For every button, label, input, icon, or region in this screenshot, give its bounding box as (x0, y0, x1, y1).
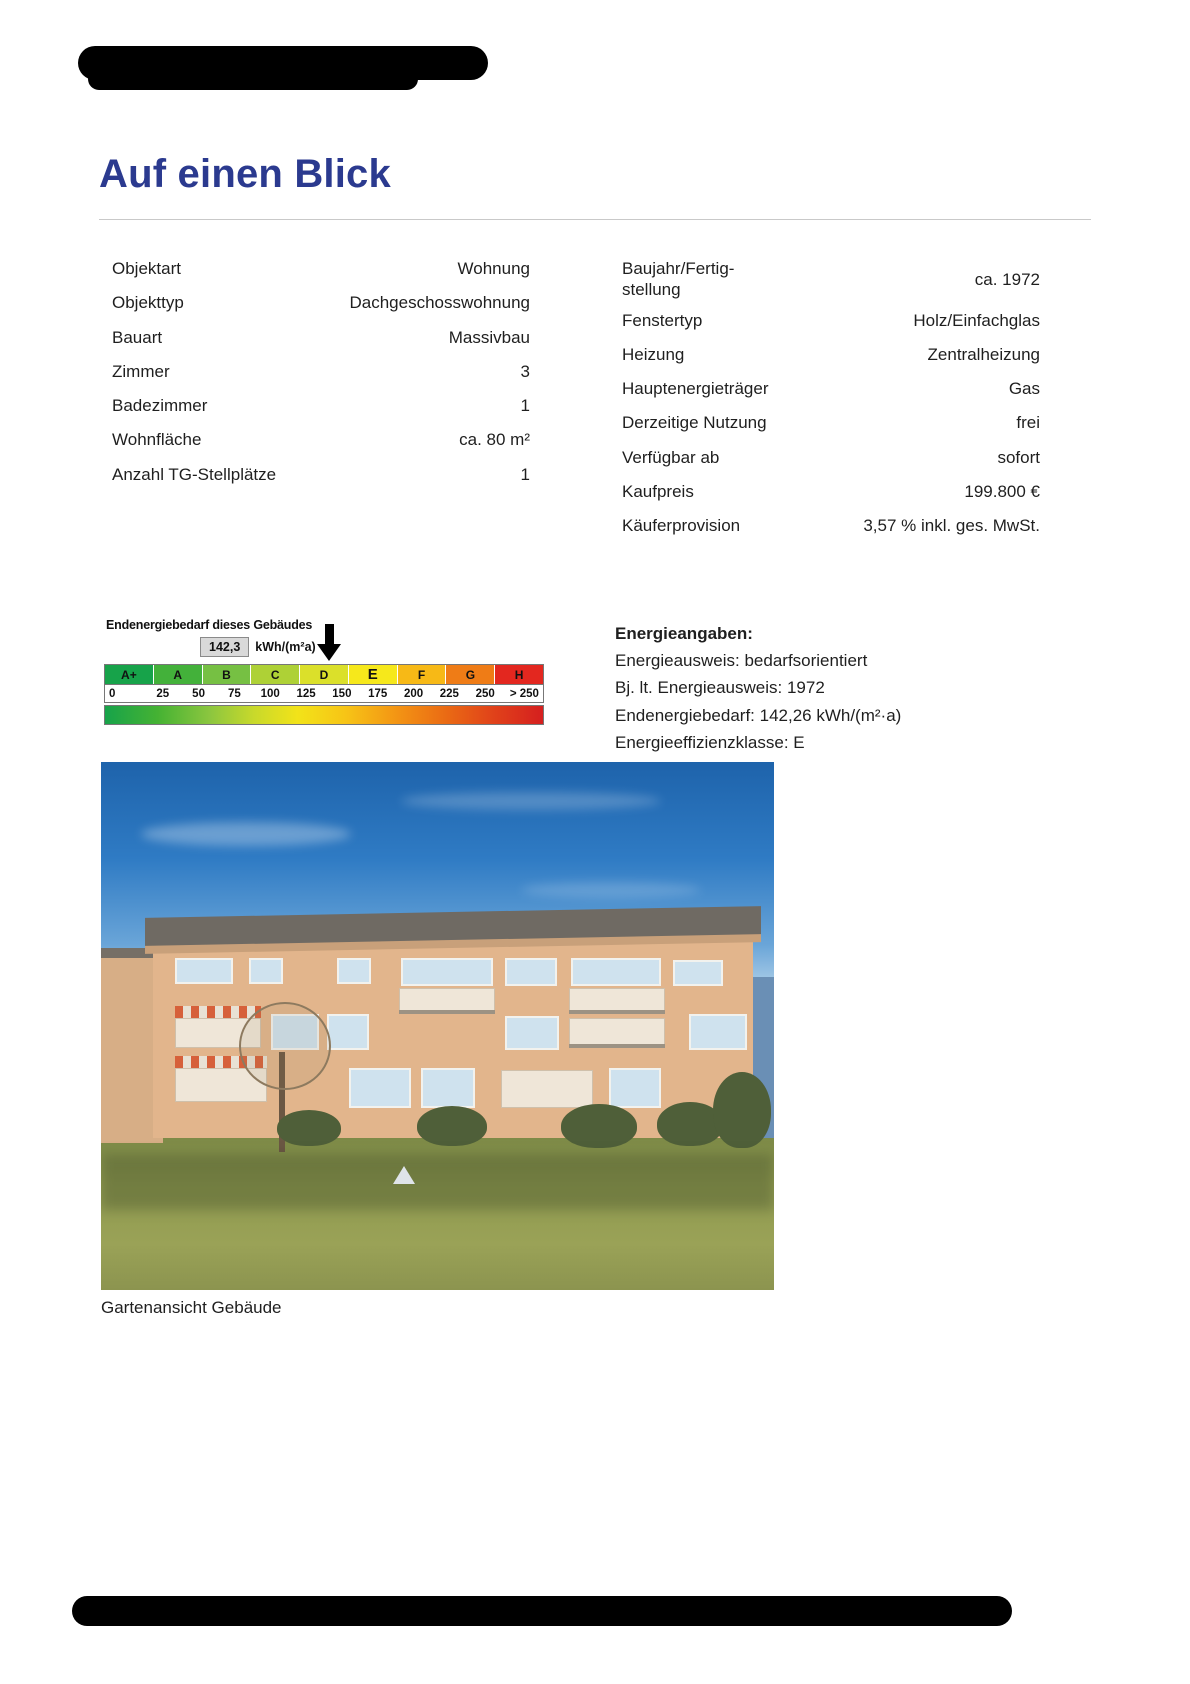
fact-value: Dachgeschosswohnung (349, 293, 530, 313)
energy-tick: 75 (228, 687, 241, 700)
energy-info-line: Energieeffizienzklasse: E (615, 732, 805, 752)
photo-balcony-rail (569, 1010, 665, 1014)
table-row (622, 481, 1040, 515)
energy-tick: 150 (332, 687, 352, 700)
energy-class-cell: F (398, 665, 447, 684)
table-row (622, 412, 1040, 446)
table-row (622, 447, 1040, 481)
page-title: Auf einen Blick (99, 152, 391, 196)
energy-value-box: 142,3 (200, 637, 249, 657)
fact-label: Hauptenergieträger (622, 379, 769, 398)
fact-value: Gas (1008, 379, 1040, 398)
table-row (112, 361, 530, 395)
energy-gradient-bar (104, 705, 544, 725)
photo-bush (713, 1072, 771, 1148)
fact-label: Heizung (622, 344, 685, 364)
fact-label: Fenstertyp (622, 310, 703, 330)
fact-label: Derzeitige Nutzung (622, 413, 767, 433)
energy-scale-ticks (104, 685, 544, 703)
energy-class-bar (104, 664, 544, 685)
energy-tick: 225 (439, 687, 459, 700)
energy-info-block (615, 620, 901, 756)
energy-tick: 125 (296, 687, 316, 700)
fact-label: Objektart (112, 259, 181, 278)
energy-tick: 175 (368, 687, 388, 700)
energy-class-cell: A+ (105, 665, 154, 684)
energy-value-row (200, 636, 544, 658)
photo-window (175, 958, 233, 984)
energy-class-cell: B (203, 665, 252, 684)
fact-label-line1: Baujahr/Fertig- (622, 259, 735, 278)
energy-info-line: Energieausweis: bedarfsorientiert (615, 651, 868, 671)
fact-label: Verfügbar ab (622, 447, 720, 467)
energy-tick: > 250 (509, 687, 539, 700)
table-row (112, 395, 530, 429)
fact-label: Bauart (112, 327, 163, 347)
photo-window (327, 1014, 369, 1050)
fact-label: Badezimmer (112, 396, 208, 415)
table-row (622, 515, 1040, 549)
photo-window (249, 958, 283, 984)
energy-tick: 50 (192, 687, 205, 700)
photo-window (689, 1014, 747, 1050)
energy-efficiency-scale (104, 618, 544, 725)
energy-tick: 25 (156, 687, 170, 700)
photo-terrace (501, 1070, 593, 1108)
fact-label: Kaufpreis (622, 481, 694, 501)
photo-cloud (141, 822, 351, 846)
energy-class-cell: D (300, 665, 349, 684)
fact-value: 3,57 % inkl. ges. MwSt. (863, 516, 1040, 535)
fact-label: Anzahl TG-Stellplätze (112, 464, 277, 484)
photo-window (401, 958, 493, 986)
energy-tick: 100 (260, 687, 280, 700)
fact-value: 199.800 € (964, 481, 1040, 501)
redaction-bar-top-tail (88, 68, 418, 90)
photo-shadow (101, 1154, 774, 1210)
fact-value: Massivbau (448, 327, 530, 347)
fact-label: Käuferprovision (622, 516, 741, 535)
table-row (622, 258, 1040, 310)
energy-scale-caption: Endenergiebedarf dieses Gebäudes (106, 618, 313, 632)
photo-window (505, 958, 557, 986)
energy-value-unit: kWh/(m²a) (255, 640, 316, 654)
title-divider (99, 219, 1091, 220)
table-row (622, 310, 1040, 344)
table-row (622, 344, 1040, 378)
energy-info-line: Endenergiebedarf: 142,26 kWh/(m²·a) (615, 705, 902, 725)
photo-window (609, 1068, 661, 1108)
energy-tick: 250 (475, 687, 495, 700)
fact-label: Zimmer (112, 361, 170, 381)
photo-cloud (521, 882, 701, 898)
photo-window (571, 958, 661, 986)
energy-info-line: Bj. lt. Energieausweis: 1972 (615, 678, 825, 698)
fact-value: 1 (520, 464, 530, 484)
photo-marker-icon (393, 1166, 415, 1184)
energy-class-cell-selected: E (349, 665, 398, 684)
photo-window (349, 1068, 411, 1108)
energy-class-cell: G (446, 665, 495, 684)
table-row (112, 292, 530, 326)
photo-bush (277, 1110, 341, 1146)
fact-value: Wohnung (457, 259, 530, 278)
photo-tree-crown (239, 1002, 331, 1090)
fact-label (622, 258, 748, 301)
fact-value: ca. 1972 (974, 269, 1040, 289)
table-row (112, 429, 530, 463)
property-photo (101, 762, 774, 1290)
table-row (112, 258, 530, 292)
fact-value: Holz/Einfachglas (913, 310, 1040, 330)
fact-value: 3 (520, 361, 530, 381)
energy-class-cell: C (251, 665, 300, 684)
fact-label: Objekttyp (112, 293, 184, 313)
fact-value: ca. 80 m² (459, 430, 530, 450)
energy-tick: 200 (403, 687, 424, 700)
fact-value: 1 (520, 396, 530, 415)
facts-table-right (622, 258, 1040, 549)
photo-window (421, 1068, 475, 1108)
energy-class-cell: H (495, 665, 543, 684)
photo-bush (417, 1106, 487, 1146)
redaction-bar-bottom (72, 1596, 1012, 1626)
fact-label-line2: stellung (622, 280, 681, 300)
fact-label: Wohnfläche (112, 430, 202, 450)
facts-table-left (112, 258, 530, 498)
photo-balcony-rail (399, 1010, 495, 1014)
table-row (112, 464, 530, 498)
photo-awning (175, 1006, 261, 1018)
photo-window (337, 958, 371, 984)
photo-cloud (401, 792, 661, 810)
photo-caption: Gartenansicht Gebäude (101, 1298, 282, 1317)
fact-value: frei (1016, 413, 1040, 433)
photo-window (505, 1016, 559, 1050)
fact-value: Zentralheizung (927, 344, 1040, 364)
photo-window (673, 960, 723, 986)
energy-class-cell: A (154, 665, 203, 684)
photo-bush (561, 1104, 637, 1148)
energy-info-heading: Energieangaben: (615, 624, 753, 643)
energy-tick: 0 (109, 687, 116, 700)
table-row (622, 378, 1040, 412)
fact-value: sofort (997, 447, 1040, 467)
table-row (112, 327, 530, 361)
photo-balcony-rail (569, 1044, 665, 1048)
